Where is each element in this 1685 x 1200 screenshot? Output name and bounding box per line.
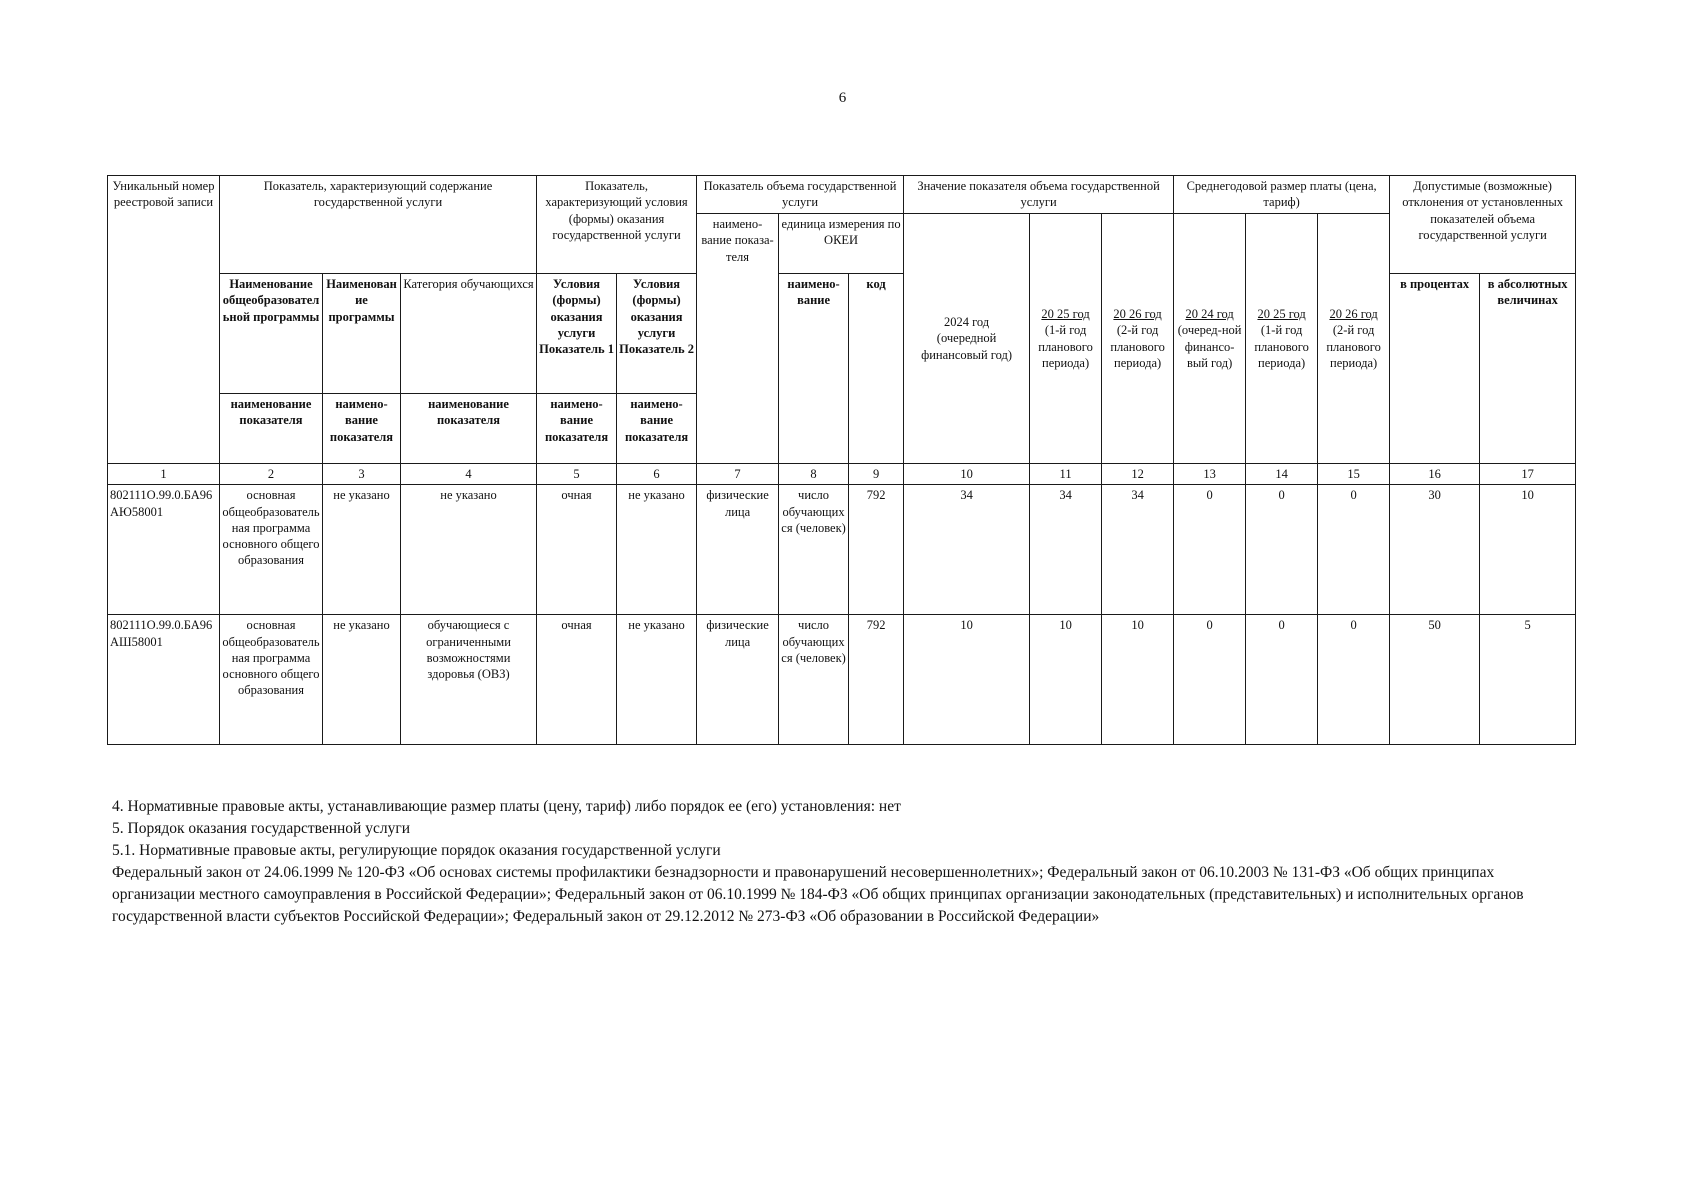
fee-2026: 0	[1318, 615, 1390, 745]
page-number: 6	[838, 90, 847, 106]
column-number: 5	[537, 464, 617, 485]
column-number: 9	[849, 464, 904, 485]
unit-name: число обучающихся (человек)	[779, 485, 849, 615]
column-number: 17	[1480, 464, 1576, 485]
header-year-2025-label: 20 25 год	[1041, 307, 1090, 321]
deviation-percent: 30	[1390, 485, 1480, 615]
header-fee-2026-note: (2-й год планового периода)	[1326, 323, 1381, 370]
header-indicator-name-6: наимено-вание показателя	[617, 394, 697, 464]
value-2026: 34	[1102, 485, 1174, 615]
column-number: 11	[1030, 464, 1102, 485]
column-number: 12	[1102, 464, 1174, 485]
value-2025: 10	[1030, 615, 1102, 745]
fee-2026: 0	[1318, 485, 1390, 615]
column-number: 16	[1390, 464, 1480, 485]
column-number: 15	[1318, 464, 1390, 485]
column-number: 1	[108, 464, 220, 485]
column-number: 8	[779, 464, 849, 485]
volume-indicator-name: физические лица	[697, 615, 779, 745]
student-category: обучающиеся с ограниченными возможностями здоровья (ОВЗ)	[401, 615, 537, 745]
regulations-section	[112, 796, 1572, 928]
unit-code: 792	[849, 485, 904, 615]
column-number: 7	[697, 464, 779, 485]
header-fee-2024-label: 20 24 год	[1185, 307, 1234, 321]
header-registry-number: Уникальный номер реестровой записи	[108, 176, 220, 464]
header-fee-2024-note: (очеред-ной финансо-вый год)	[1177, 323, 1242, 370]
table-row	[108, 615, 1576, 745]
header-indicator-name-2: наименование показателя	[220, 394, 323, 464]
deviation-percent: 50	[1390, 615, 1480, 745]
header-year-2026-label: 20 26 год	[1113, 307, 1162, 321]
volume-indicators-table	[107, 175, 1576, 745]
value-2024: 10	[904, 615, 1030, 745]
registry-number: 802111О.99.0.БА96АЮ58001	[108, 485, 220, 615]
header-program: Наименование программы	[323, 274, 401, 394]
value-2025: 34	[1030, 485, 1102, 615]
fee-regulations-paragraph: 4. Нормативные правовые акты, устанавливающие размер платы (цену, тариф) либо порядок ее (его) установления: нет	[112, 798, 901, 815]
column-number: 3	[323, 464, 401, 485]
fee-2024: 0	[1174, 485, 1246, 615]
fee-2025: 0	[1246, 485, 1318, 615]
header-unit-code: код	[849, 274, 904, 464]
condition-1: очная	[537, 485, 617, 615]
registry-number: 802111О.99.0.БА96АШ58001	[108, 615, 220, 745]
column-number: 6	[617, 464, 697, 485]
header-indicator-name-5: наимено-вание показателя	[537, 394, 617, 464]
column-number: 14	[1246, 464, 1318, 485]
header-unit-okei: единица измерения по ОКЕИ	[779, 214, 904, 274]
header-fee-2025	[1246, 214, 1318, 464]
service-regulations-heading: 5.1. Нормативные правовые акты, регулирующие порядок оказания государственной услуги	[112, 842, 721, 859]
header-program-name: Наименование общеобразовательной программы	[220, 274, 323, 394]
header-fee-2026	[1318, 214, 1390, 464]
header-deviation-percent: в процентах	[1390, 274, 1480, 464]
header-condition-1: Условия (формы) оказания услуги Показатель 1	[537, 274, 617, 394]
unit-code: 792	[849, 615, 904, 745]
header-content-indicator: Показатель, характеризующий содержание государственной услуги	[220, 176, 537, 274]
header-year-2024-note: (очередной финансовый год)	[921, 331, 1012, 362]
header-fee-2025-note: (1-й год планового периода)	[1254, 323, 1309, 370]
header-year-2026-note: (2-й год планового периода)	[1110, 323, 1165, 370]
volume-indicator-name: физические лица	[697, 485, 779, 615]
header-indicator-name-3: наимено-вание показателя	[323, 394, 401, 464]
deviation-absolute: 5	[1480, 615, 1576, 745]
header-year-2026	[1102, 214, 1174, 464]
program-name: основная общеобразовательная программа основного общего образования	[220, 615, 323, 745]
service-procedure-heading: 5. Порядок оказания государственной услуги	[112, 820, 410, 837]
header-student-category: Категория обучающихся	[401, 274, 537, 394]
header-year-2025	[1030, 214, 1102, 464]
fee-2025: 0	[1246, 615, 1318, 745]
header-year-2025-note: (1-й год планового периода)	[1038, 323, 1093, 370]
condition-1: очная	[537, 615, 617, 745]
unit-name: число обучающихся (человек)	[779, 615, 849, 745]
table-row	[108, 485, 1576, 615]
column-number-row	[108, 464, 1576, 485]
value-2026: 10	[1102, 615, 1174, 745]
header-average-fee: Среднегодовой размер платы (цена, тариф)	[1174, 176, 1390, 214]
header-year-2024-label: 2024 год	[943, 315, 990, 330]
column-number: 10	[904, 464, 1030, 485]
column-number: 2	[220, 464, 323, 485]
program-name: основная общеобразовательная программа основного общего образования	[220, 485, 323, 615]
student-category: не указано	[401, 485, 537, 615]
header-unit-name: наимено-вание	[779, 274, 849, 464]
program: не указано	[323, 485, 401, 615]
header-fee-2024	[1174, 214, 1246, 464]
deviation-absolute: 10	[1480, 485, 1576, 615]
column-number: 13	[1174, 464, 1246, 485]
header-fee-2026-label: 20 26 год	[1329, 307, 1378, 321]
condition-2: не указано	[617, 615, 697, 745]
header-conditions-indicator: Показатель, характеризующий условия (формы) оказания государственной услуги	[537, 176, 697, 274]
value-2024: 34	[904, 485, 1030, 615]
header-condition-2: Условия (формы) оказания услуги Показатель 2	[617, 274, 697, 394]
column-number: 4	[401, 464, 537, 485]
header-volume-indicator: Показатель объема государственной услуги	[697, 176, 904, 214]
header-indicator-name-4: наименование показателя	[401, 394, 537, 464]
fee-2024: 0	[1174, 615, 1246, 745]
header-deviation-absolute: в абсолютных величинах	[1480, 274, 1576, 464]
header-volume-indicator-name: наимено-вание показа-теля	[697, 214, 779, 464]
federal-laws-paragraph: Федеральный закон от 24.06.1999 № 120-ФЗ «Об основах системы профилактики безнадзорности и правонарушений несовершеннолетних»; Федеральный закон от 06.10.2003 № 131-ФЗ «Об общих принципах организации местного самоуправления в Российской Федерации»; Федеральный закон от 06.10.1999 № 184-ФЗ «Об общих принципах организации законодательных (представительных) и исполнительных органов государственной власти субъектов Российской Федерации»; Федеральный закон от 29.12.2012 № 273-ФЗ «Об образовании в Российской Федерации»	[112, 864, 1524, 925]
header-allowed-deviations: Допустимые (возможные) отклонения от установленных показателей объема государственной услуги	[1390, 176, 1576, 274]
header-year-2024	[904, 214, 1030, 464]
header-fee-2025-label: 20 25 год	[1257, 307, 1306, 321]
program: не указано	[323, 615, 401, 745]
header-volume-value: Значение показателя объема государственной услуги	[904, 176, 1174, 214]
condition-2: не указано	[617, 485, 697, 615]
